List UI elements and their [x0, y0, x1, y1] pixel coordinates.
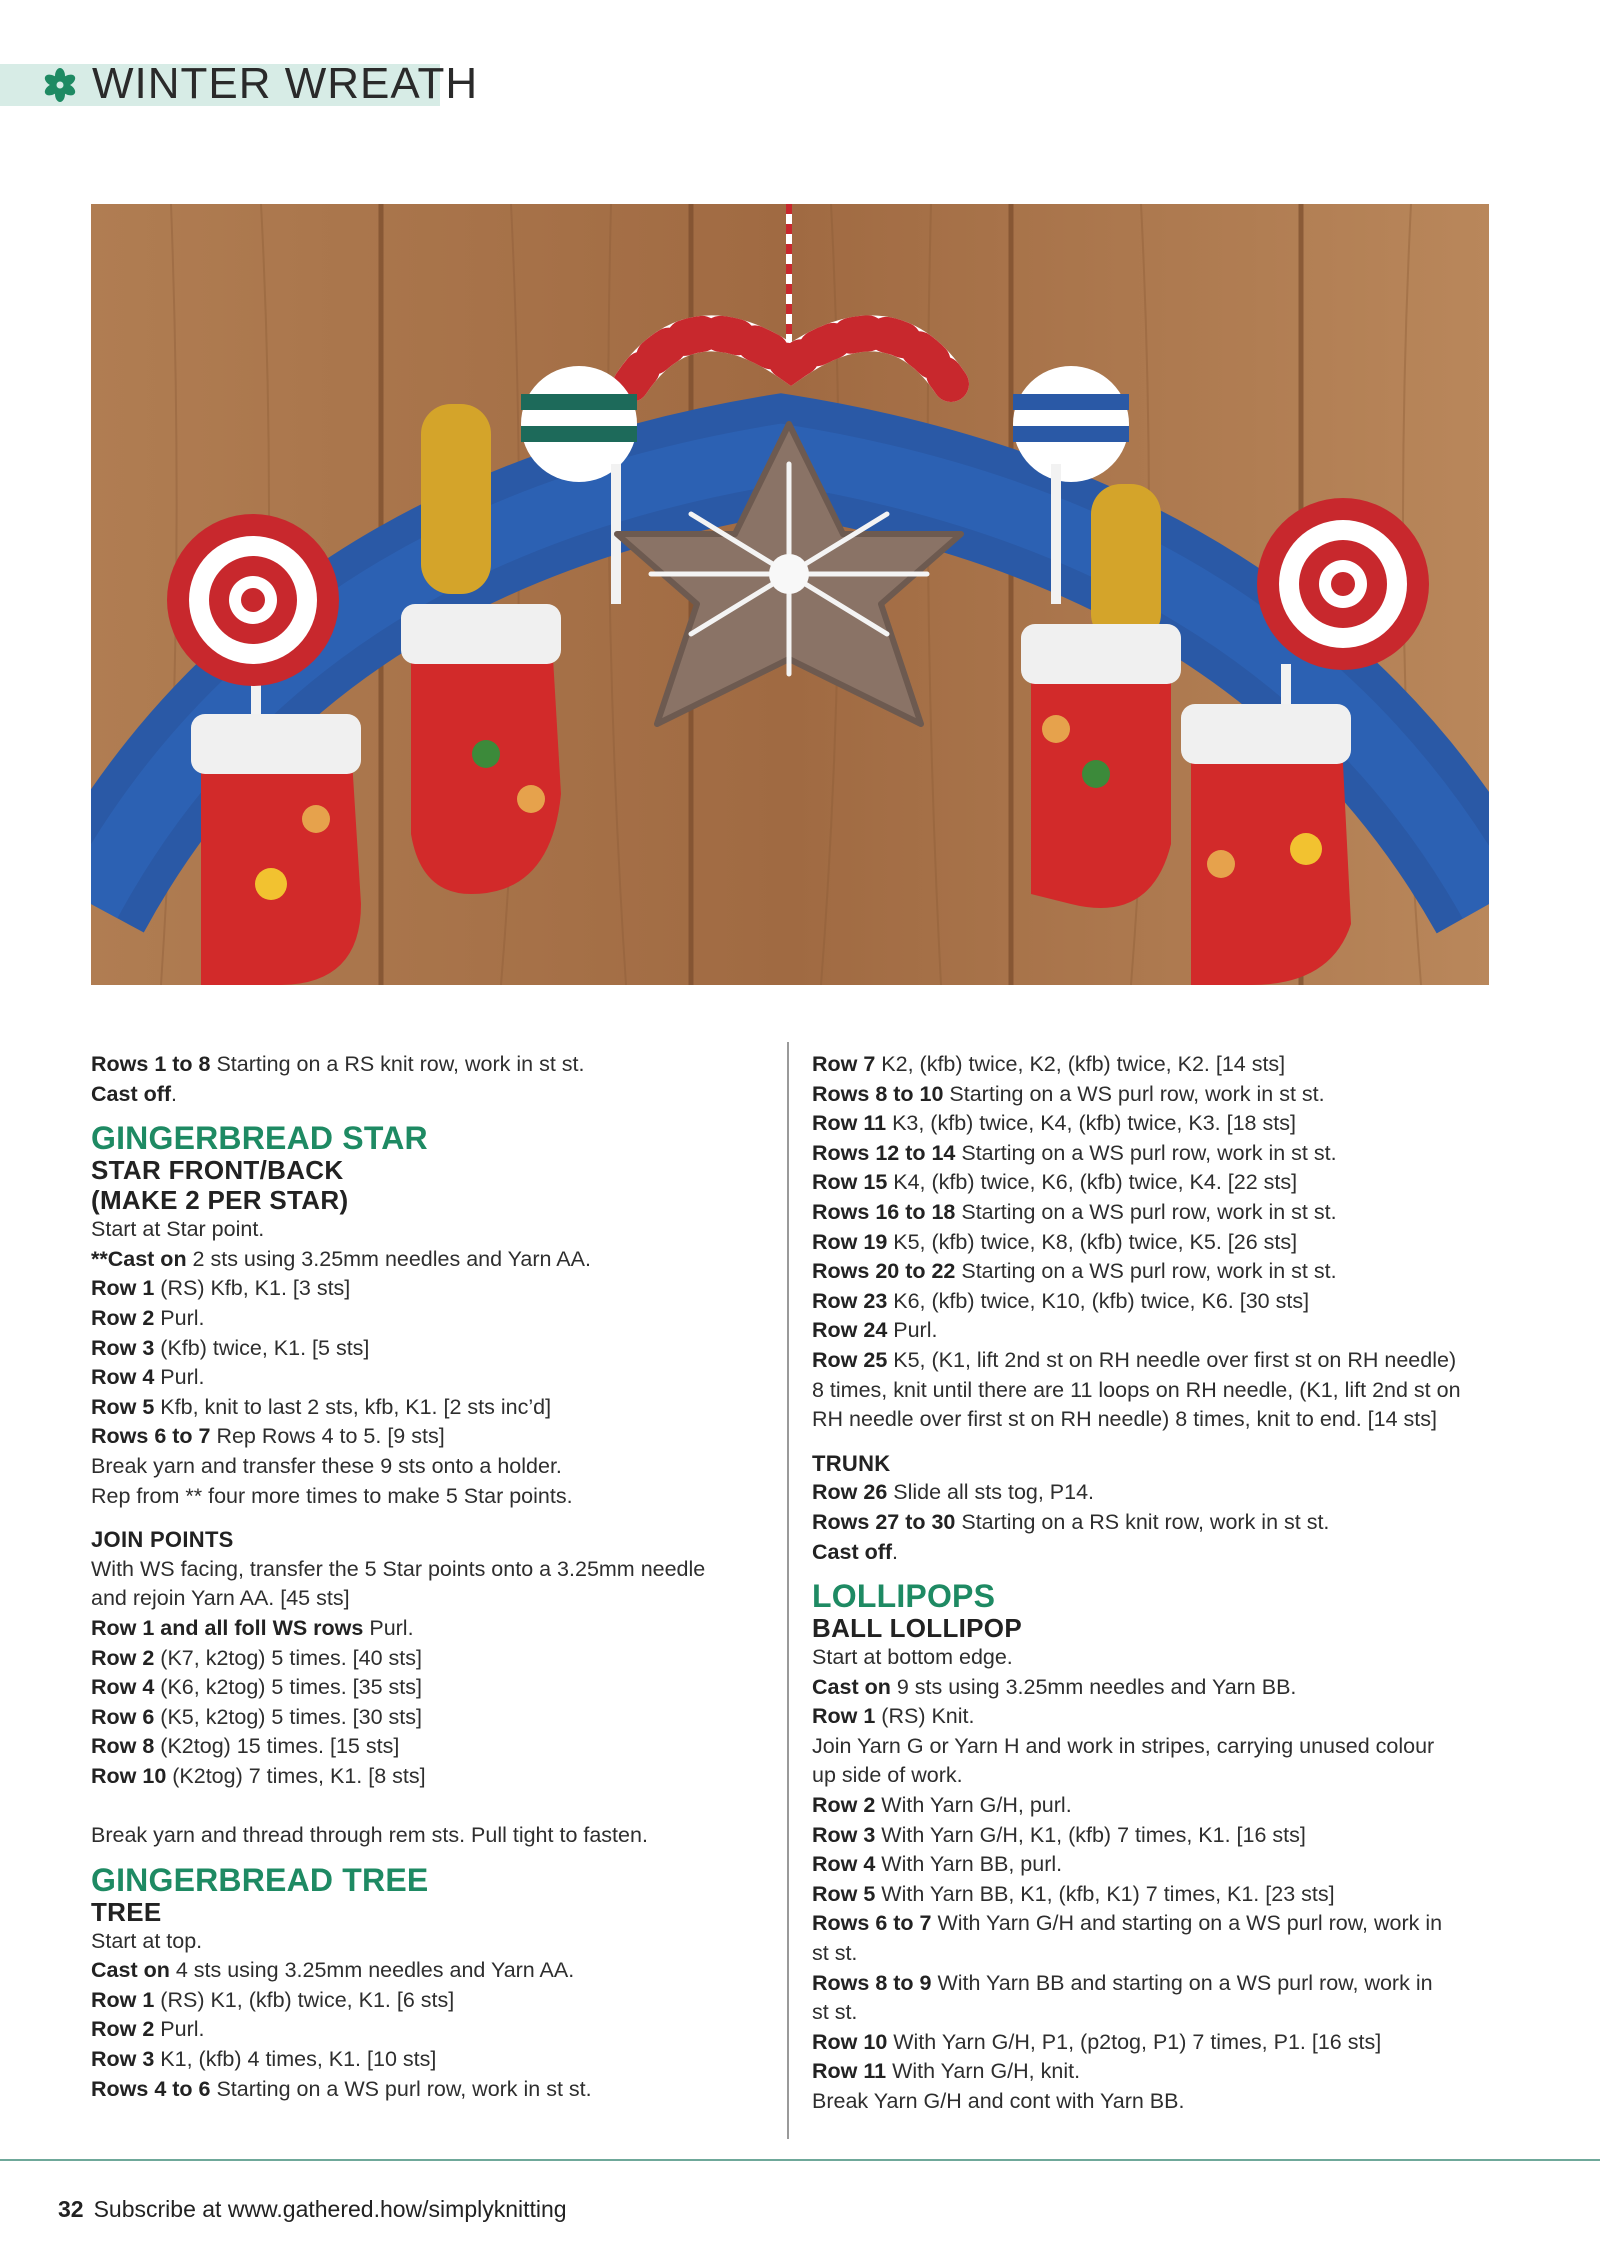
pattern-line: Rows 8 to 10 Starting on a WS purl row, work in st st. — [812, 1081, 1325, 1106]
pattern-line: Rows 16 to 18 Starting on a WS purl row, work in st st. — [812, 1199, 1337, 1224]
pattern-line: Row 2 (K7, k2tog) 5 times. [40 sts] — [91, 1645, 422, 1670]
pattern-line: Row 15 K4, (kfb) twice, K6, (kfb) twice, K4. [22 sts] — [812, 1170, 1298, 1195]
pattern-line: Rep from ** four more times to make 5 Star points. — [91, 1483, 573, 1508]
pattern-line: Rows 20 to 22 Starting on a WS purl row, work in st st. — [812, 1259, 1337, 1284]
pattern-line: Rows 6 to 7 With Yarn G/H and starting on a WS purl row, work in — [812, 1911, 1443, 1936]
pattern-line: Start at Star point. — [91, 1217, 265, 1242]
pattern-line: Row 23 K6, (kfb) twice, K10, (kfb) twice, K6. [30 sts] — [812, 1288, 1310, 1313]
pattern-line: Row 19 K5, (kfb) twice, K8, (kfb) twice, K5. [26 sts] — [812, 1229, 1298, 1254]
pattern-line: Row 11 K3, (kfb) twice, K4, (kfb) twice, K3. [18 sts] — [812, 1111, 1296, 1136]
pattern-line: Row 1 and all foll WS rows Purl. — [91, 1615, 414, 1640]
page-title: WINTER WREATH — [92, 59, 479, 108]
pattern-line: st st. — [812, 2000, 858, 2025]
pattern-line: Row 10 (K2tog) 7 times, K1. [8 sts] — [91, 1763, 426, 1788]
pattern-line: Row 1 (RS) Kfb, K1. [3 sts] — [91, 1276, 351, 1301]
pattern-line: Row 3 (Kfb) twice, K1. [5 sts] — [91, 1335, 370, 1360]
subsection-heading: TREE — [91, 1896, 162, 1927]
subsection-heading: BALL LOLLIPOP — [812, 1613, 1022, 1644]
subsection-heading: STAR FRONT/BACK — [91, 1155, 344, 1186]
pattern-line: Row 2 With Yarn G/H, purl. — [812, 1793, 1072, 1818]
pattern-line: Row 2 Purl. — [91, 1305, 205, 1330]
pattern-line: Row 4 Purl. — [91, 1365, 205, 1390]
column-divider — [787, 1042, 789, 2139]
pattern-line: Row 25 K5, (K1, lift 2nd st on RH needle over first st on RH needle) — [812, 1347, 1457, 1372]
pattern-line: **Cast on 2 sts using 3.25mm needles and Yarn AA. — [91, 1246, 591, 1271]
pattern-line: Row 1 (RS) Knit. — [812, 1704, 975, 1729]
pattern-line: Row 1 (RS) K1, (kfb) twice, K1. [6 sts] — [91, 1987, 455, 2012]
page-number: 32 — [58, 2196, 84, 2222]
pattern-line: Row 4 (K6, k2tog) 5 times. [35 sts] — [91, 1675, 422, 1700]
pattern-line: Rows 27 to 30 Starting on a RS knit row, work in st st. — [812, 1509, 1330, 1534]
flower-icon — [40, 64, 80, 106]
pattern-line: Rows 6 to 7 Rep Rows 4 to 5. [9 sts] — [91, 1424, 445, 1449]
pattern-line: Row 11 With Yarn G/H, knit. — [812, 2059, 1081, 2084]
pattern-line: Row 2 Purl. — [91, 2017, 205, 2042]
footer — [58, 2196, 567, 2223]
pattern-line: Start at top. — [91, 1928, 203, 1953]
pattern-line: Row 8 (K2tog) 15 times. [15 sts] — [91, 1734, 400, 1759]
pattern-line: Row 7 K2, (kfb) twice, K2, (kfb) twice, K2. [14 sts] — [812, 1052, 1286, 1076]
subscribe-link[interactable]: Subscribe at www.gathered.how/simplyknitting — [93, 2196, 567, 2222]
pattern-line: Cast off. — [812, 1539, 899, 1564]
pattern-line: Break yarn and transfer these 9 sts onto a holder. — [91, 1453, 562, 1478]
pattern-line: RH needle over first st on RH needle) 8 times, knit to end. [14 sts] — [812, 1407, 1437, 1432]
pattern-line: Row 24 Purl. — [812, 1318, 938, 1343]
pattern-line: Row 4 With Yarn BB, purl. — [812, 1852, 1063, 1877]
pattern-line: Cast off. — [91, 1081, 178, 1106]
pattern-line: Rows 4 to 6 Starting on a WS purl row, work in st st. — [91, 2076, 592, 2101]
pattern-line: up side of work. — [812, 1763, 963, 1788]
pattern-line: Row 10 With Yarn G/H, P1, (p2tog, P1) 7 times, P1. [16 sts] — [812, 2029, 1382, 2054]
pattern-line: 8 times, knit until there are 11 loops on RH needle, (K1, lift 2nd st on — [812, 1377, 1461, 1402]
pattern-line: st st. — [812, 1941, 858, 1966]
pattern-line: Break Yarn G/H and cont with Yarn BB. — [812, 2089, 1185, 2113]
pattern-line: and rejoin Yarn AA. [45 sts] — [91, 1586, 350, 1611]
subsection-heading: JOIN POINTS — [91, 1527, 234, 1553]
subsection-heading: (MAKE 2 PER STAR) — [91, 1185, 349, 1216]
knitted-wreath-photo — [91, 204, 1489, 985]
section-heading: GINGERBREAD STAR — [91, 1120, 428, 1157]
section-heading: LOLLIPOPS — [812, 1578, 996, 1615]
pattern-line: Row 5 Kfb, knit to last 2 sts, kfb, K1. [2 sts inc’d] — [91, 1394, 552, 1419]
pattern-line: With WS facing, transfer the 5 Star points onto a 3.25mm needle — [91, 1556, 706, 1581]
pattern-line: Row 6 (K5, k2tog) 5 times. [30 sts] — [91, 1704, 422, 1729]
pattern-line: Rows 12 to 14 Starting on a WS purl row, work in st st. — [812, 1140, 1337, 1165]
pattern-line: Cast on 9 sts using 3.25mm needles and Yarn BB. — [812, 1674, 1297, 1699]
left-column — [91, 1050, 781, 2104]
pattern-line: Row 26 Slide all sts tog, P14. — [812, 1480, 1095, 1505]
right-column — [812, 1050, 1512, 2117]
section-heading: GINGERBREAD TREE — [91, 1861, 429, 1898]
pattern-line: Rows 8 to 9 With Yarn BB and starting on a WS purl row, work in — [812, 1970, 1433, 1995]
footer-rule — [0, 2159, 1600, 2161]
pattern-line: Start at bottom edge. — [812, 1645, 1013, 1670]
pattern-line: Row 3 K1, (kfb) 4 times, K1. [10 sts] — [91, 2047, 437, 2072]
pattern-line: Join Yarn G or Yarn H and work in stripes, carrying unused colour — [812, 1733, 1435, 1758]
pattern-line: Row 5 With Yarn BB, K1, (kfb, K1) 7 times, K1. [23 sts] — [812, 1881, 1335, 1906]
pattern-line: Break yarn and thread through rem sts. Pull tight to fasten. — [91, 1823, 648, 1848]
pattern-line: Cast on 4 sts using 3.25mm needles and Yarn AA. — [91, 1958, 575, 1983]
subsection-heading: TRUNK — [812, 1450, 891, 1476]
pattern-line: Row 3 With Yarn G/H, K1, (kfb) 7 times, K1. [16 sts] — [812, 1822, 1306, 1847]
pattern-line: Rows 1 to 8 Starting on a RS knit row, work in st st. — [91, 1052, 585, 1076]
